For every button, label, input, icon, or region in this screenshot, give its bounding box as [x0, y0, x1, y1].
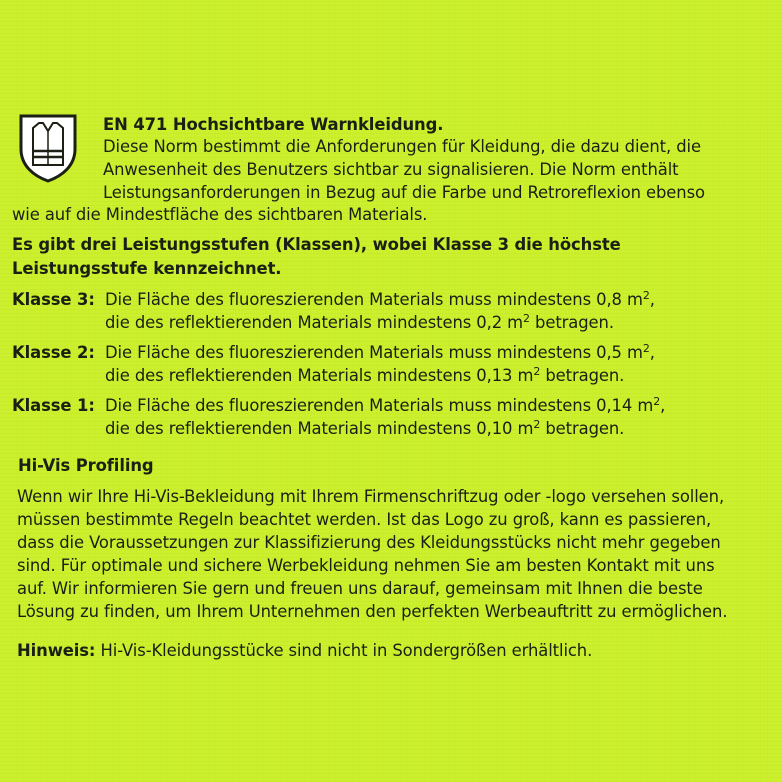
suffix-text: betragen.: [540, 419, 625, 438]
intro-line: Leistungsanforderungen in Bezug auf die Farbe und Retroreflexion ebenso: [103, 183, 705, 202]
class-3-line-2: [105, 312, 614, 334]
intro-line: wie auf die Mindestfläche des sichtbaren Materials.: [12, 205, 428, 224]
class-2-line-2: [105, 365, 624, 387]
safety-vest-shield-icon: [18, 113, 78, 183]
profiling-line: Wenn wir Ihre Hi-Vis-Bekleidung mit Ihrem Firmenschriftzug oder -logo versehen sollen,: [17, 487, 725, 506]
note-label: Hinweis:: [17, 641, 96, 660]
intro-title: EN 471 Hochsichtbare Warnkleidung.: [103, 115, 444, 134]
suffix-text: betragen.: [540, 366, 625, 385]
class-3-reflective-text: die des reflektierenden Materials mindestens 0,2 m: [105, 313, 524, 332]
superscript: 2: [653, 395, 661, 408]
profiling-heading: Hi-Vis Profiling: [18, 456, 154, 475]
profiling-line: Lösung zu finden, um Ihrem Unternehmen den perfekten Werbeauftritt zu ermöglichen.: [17, 602, 728, 621]
classes-intro-line: Es gibt drei Leistungsstufen (Klassen), wobei Klasse 3 die höchste: [12, 235, 621, 254]
class-2-line-1: [12, 342, 655, 364]
class-1-label: Klasse 1:: [12, 396, 95, 415]
classes-intro-line: Leistungsstufe kennzeichnet.: [12, 259, 282, 278]
note-line: [17, 640, 592, 662]
profiling-line: sind. Für optimale und sichere Werbekleidung nehmen Sie am besten Kontakt mit uns: [17, 556, 715, 575]
class-3-label: Klasse 3:: [12, 290, 95, 309]
superscript: 2: [642, 342, 650, 355]
note-text: Hi-Vis-Kleidungsstücke sind nicht in Sondergrößen erhältlich.: [95, 641, 593, 660]
class-2-label: Klasse 2:: [12, 343, 95, 362]
class-3-fluorescent-text: Die Fläche des fluoreszierenden Materials muss mindestens 0,8 m: [105, 290, 643, 309]
class-1-line-1: [12, 395, 665, 417]
class-1-fluorescent-text: Die Fläche des fluoreszierenden Materials muss mindestens 0,14 m: [105, 396, 654, 415]
superscript: 2: [523, 312, 530, 325]
profiling-line: dass die Voraussetzungen zur Klassifizierung des Kleidungsstücks nicht mehr gegeben: [17, 533, 721, 552]
class-2-reflective-text: die des reflektierenden Materials mindestens 0,13 m: [105, 366, 534, 385]
class-2-fluorescent-text: Die Fläche des fluoreszierenden Materials muss mindestens 0,5 m: [105, 343, 643, 362]
superscript: 2: [533, 418, 541, 431]
punctuation: ,: [649, 290, 655, 309]
class-1-line-2: [105, 418, 624, 440]
profiling-line: auf. Wir informieren Sie gern und freuen uns darauf, gemeinsam mit Ihnen die beste: [17, 579, 703, 598]
intro-line: Anwesenheit des Benutzers sichtbar zu signalisieren. Die Norm enthält: [103, 160, 679, 179]
profiling-line: müssen bestimmte Regeln beachtet werden. Ist das Logo zu groß, kann es passieren,: [17, 510, 712, 529]
punctuation: ,: [649, 343, 655, 362]
class-1-reflective-text: die des reflektierenden Materials mindestens 0,10 m: [105, 419, 534, 438]
intro-line: Diese Norm bestimmt die Anforderungen für Kleidung, die dazu dient, die: [103, 137, 701, 156]
punctuation: ,: [660, 396, 666, 415]
superscript: 2: [533, 365, 541, 378]
suffix-text: betragen.: [529, 313, 614, 332]
class-3-line-1: [12, 289, 655, 311]
superscript: 2: [642, 289, 650, 302]
